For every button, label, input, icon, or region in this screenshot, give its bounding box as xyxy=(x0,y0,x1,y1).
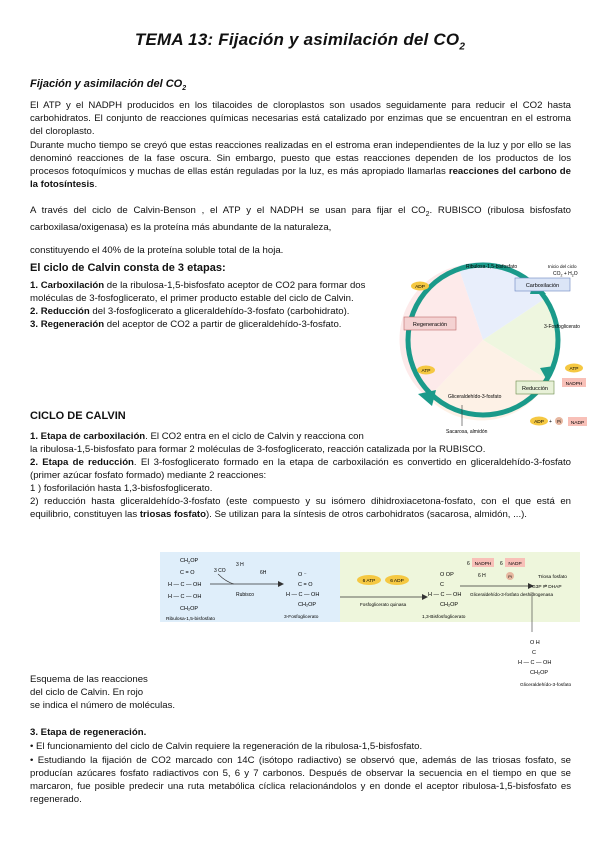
calvin-heading: CICLO DE CALVIN xyxy=(30,410,126,422)
intro-paragraph-2: Durante mucho tiempo se creyó que estas reacciones realizadas en el estroma eran independientes de la luz y por ello se las denominó reacciones de la fase oscura. Sin embargo, puesto que estas reacciones dependen de los productos de los procesos fotoquímicos y muchas de ellas están reguladas por la luz, es más apropiado llamarlas reacciones del carbono de la fotosíntesis. xyxy=(30,140,571,191)
reduction-reaction-1: 1 ) fosforilación hasta 1,3-bisfosfoglicerato. xyxy=(30,483,213,494)
cycle-start-label: Inicio del ciclo xyxy=(548,264,577,269)
svg-text:6 ADP: 6 ADP xyxy=(390,579,404,584)
stages-heading: El ciclo de Calvin consta de 3 etapas: xyxy=(30,262,226,274)
svg-text:ADP: ADP xyxy=(534,420,544,425)
svg-text:O OP: O OP xyxy=(440,572,454,578)
pga-label: 3-Fosfoglicerato xyxy=(544,324,580,330)
svg-text:H — C — OH: H — C — OH xyxy=(428,592,462,598)
svg-text:CH₂OP: CH₂OP xyxy=(440,602,459,608)
g3p-structure xyxy=(518,640,551,676)
svg-text:C = O: C = O xyxy=(298,582,313,588)
calvin-cycle-diagram xyxy=(398,258,588,443)
svg-text:CH2OP: $CH_2OP$ xyxy=(180,558,199,565)
carboxylation-stage-cont: la ribulosa-1,5-bisfosfato para formar 2 moléculas de 3-fosfoglicerato, reacción catalizada por la RUBISCO. xyxy=(30,444,486,455)
svg-text:Pi: Pi xyxy=(508,574,512,579)
stage-item: 1. Carboxilación de la ribulosa-1,5-bisfosfato aceptor de CO2 para formar dos moléculas de 3-fosfoglicerato, el primer producto estable del ciclo de Calvin. xyxy=(30,280,366,305)
svg-text:CH₂OP: CH₂OP xyxy=(298,602,317,608)
svg-text:ATP: ATP xyxy=(421,369,431,374)
intro-paragraph-1: El ATP y el NADPH producidos en los tilacoides de cloroplastos son usados seguidamente para reducir el CO2 hasta carbohidratos. El conjunto de reacciones químicas necesarias está catalizado por enzimas que se encuentran en el estroma del cloroplasto. xyxy=(30,100,571,138)
svg-text:H — C — OH: H — C — OH xyxy=(286,592,320,598)
reduction-stage: 2. Etapa de reducción. El 3-fosfoglicerato formado en la etapa de carboxilación es convertido en gliceraldehído-3-fosfato (primer azúcar fosfato formado) mediante 2 reacciones: xyxy=(30,457,572,482)
gapdh-label: Gliceraldehído-3-fosfato deshidrogenasa xyxy=(470,592,553,597)
intro-paragraph-3-end: constituyendo el 40% de la proteína soluble total de la hoja. xyxy=(30,245,284,256)
ribulose-label: Ribulosa-1,5-bisfosfato xyxy=(466,264,518,270)
svg-text:ADP: ADP xyxy=(415,285,425,290)
svg-text:NADPH: NADPH xyxy=(474,562,492,567)
reduction-label: Reducción xyxy=(522,386,548,392)
scheme-ribulose-label: Ribulosa-1,5-bisfosfato xyxy=(166,617,216,622)
svg-text:6 H: 6 H xyxy=(478,573,486,579)
svg-text:C: C xyxy=(532,650,536,656)
svg-text:C = O: C = O xyxy=(180,570,195,576)
svg-text:6: 6 xyxy=(500,561,503,567)
svg-text:H — C — OH: H — C — OH xyxy=(518,660,552,666)
svg-text:NADPH: NADPH xyxy=(565,382,583,387)
svg-text:H — C — OH: H — C — OH xyxy=(168,594,202,600)
svg-text:+: + xyxy=(549,419,552,425)
stage-item: 3. Regeneración del aceptor de CO2 a partir de gliceraldehído-3-fosfato. xyxy=(30,319,342,331)
rubisco-label: Rubisco xyxy=(236,592,255,598)
scheme-co2: 3 CO xyxy=(214,568,226,574)
stages-list xyxy=(30,279,408,331)
kinase-label: Fosfoglicerato quinasa xyxy=(360,602,407,607)
regeneration-bullet-2: • Estudiando la fijación de CO2 marcado con 14C (isótopo radiactivo) se observó que, además de las triosas fosfato, se producían azúcares fosfato radiactivos con 5, 6 y 7 carbonos. Después de observar la secuencia en el tiempo en que se marcaron, fue posible predecir una ruta metabólica cíclica relacionándolos y en donde el aceptor ribulosa-1,5-bisfosfato es regenerado. xyxy=(30,755,571,806)
scheme-hplus: 6H xyxy=(260,570,267,576)
scheme-bpg-label: 1,3-Bisfosfoglicerato xyxy=(422,615,466,620)
svg-text:H — C — OH: H — C — OH xyxy=(168,582,202,588)
svg-text:NADP: NADP xyxy=(508,562,522,567)
sucrose-starch-label: Sacarosa, almidón xyxy=(446,429,488,435)
svg-text:Pi: Pi xyxy=(557,419,561,424)
svg-text:CH₂OP: CH₂OP xyxy=(180,606,199,612)
regeneration-bullet-1: • El funcionamiento del ciclo de Calvin requiere la regeneración de la ribulosa-1,5-bisfosfato. xyxy=(30,741,423,752)
triose-label: Triosa fosfato xyxy=(538,575,567,580)
svg-text:6 ATP: 6 ATP xyxy=(362,579,376,584)
intro-paragraph-3: A través del ciclo de Calvin-Benson , el ATP y el NADPH se usan para fijar el $CO_2$. RUBISCO (ribulosa bisfosfato carboxilasa/oxigenasa) es la proteína más abundante de la naturaleza, xyxy=(30,205,571,233)
carboxylation-stage-line: 1. Etapa de carboxilación. El CO2 entra en el ciclo de Calvin y reacciona con xyxy=(30,431,364,442)
scheme-pga-label: 3-Fosfoglicerato xyxy=(284,615,319,620)
isomer-label: G3P ⇌ DHAP xyxy=(532,585,562,590)
section-heading-fijacion: Fijación y asimilación del $CO_2$ xyxy=(30,78,187,93)
stage-item: 2. Reducción del 3-fosfoglicerato a gliceraldehído-3-fosfato (carbohidrato). xyxy=(30,306,350,318)
svg-text:6: 6 xyxy=(467,561,470,567)
svg-text:CH₂OP: CH₂OP xyxy=(530,670,549,676)
g3p-label: Gliceraldehído-3-fosfato xyxy=(448,394,502,400)
scheme-caption: Esquema de las reacciones del ciclo de Calvin. En rojo se indica el número de moléculas. xyxy=(30,674,176,712)
page-title: TEMA 13: Fijación y asimilación del $CO_2$ xyxy=(134,30,466,53)
scheme-h2o: 3 H xyxy=(236,562,244,568)
svg-text:NADP: NADP xyxy=(570,421,585,426)
svg-text:O H: O H xyxy=(530,640,540,646)
reduction-reaction-2: 2) reducción hasta gliceraldehído-3-fosfato (este compuesto y su isómero dihidroxiacetona-fosfato, con el que está en equilibrio, constituyen las triosas fosfato). Se utilizan para la síntesis de otros carbohidratos (sacarosa, almidón, ...). xyxy=(30,496,571,521)
carboxylation-label: Carboxilación xyxy=(525,283,560,289)
regeneration-label: Regeneración xyxy=(412,322,448,328)
svg-text:O ⁻: O ⁻ xyxy=(298,572,307,578)
scheme-g3p-label: Gliceraldehído-3-fosfato xyxy=(520,683,572,688)
regeneration-stage-heading: 3. Etapa de regeneración. xyxy=(30,727,147,738)
svg-text:ATP: ATP xyxy=(569,367,579,372)
co2-label: $CO_2 + H_2O$ xyxy=(553,271,578,278)
svg-text:C: C xyxy=(440,582,444,588)
